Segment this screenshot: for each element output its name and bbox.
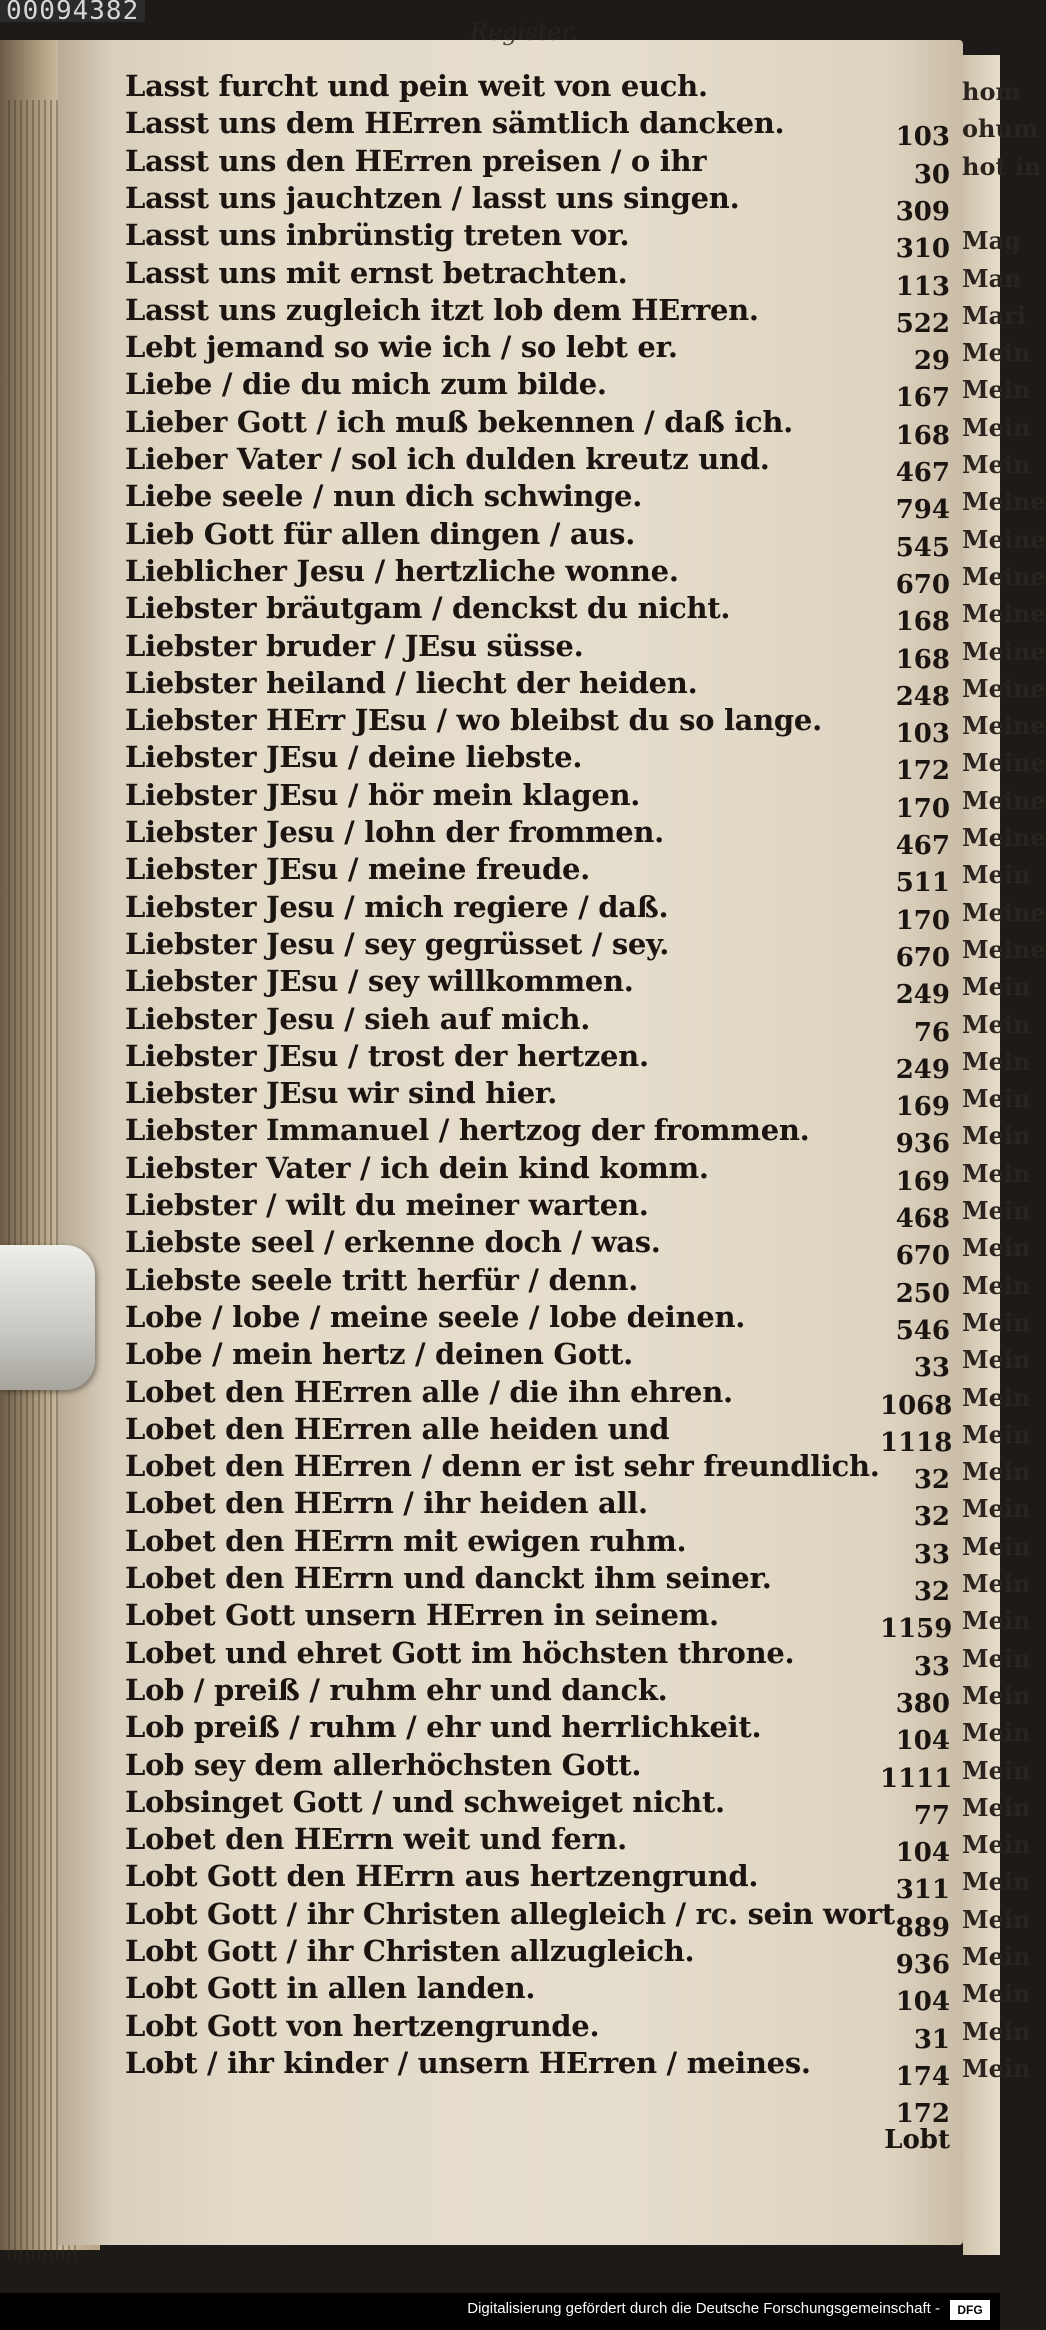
entry-number: 104 [895,1987,950,2018]
facing-page-fragment: Mein [962,1830,1031,1860]
entry-number: 1111 [880,1763,953,1794]
facing-page-fragment: Meine [962,823,1046,852]
entry-title: Lobt Gott den HErrn aus hertzengrund. [125,1859,759,1894]
entry-title: Lobt Gott in allen landen. [125,1971,536,2006]
entry-number: 32 [913,1577,950,1607]
entry-number: 249 [895,980,950,1011]
entry-number: 936 [895,1950,950,1980]
entry-title: Lobe / mein hertz / deinen Gott. [125,1337,633,1372]
facing-page-fragment: Man [962,263,1022,293]
entry-title: Liebste seele tritt herfür / denn. [125,1262,639,1297]
entry-title: Liebster bräutgam / denckst du nicht. [125,591,731,626]
entry-title: Lobet den HErren / denn er ist sehr freundlich. [125,1449,880,1484]
entry-number: 936 [895,1129,950,1160]
entry-title: Liebster JEsu / deine liebste. [125,740,583,775]
facing-page-fragment: Mein [962,412,1031,442]
funding-credit: Digitalisierung gefördert durch die Deutsche Forschungsgemeinschaft - [467,2300,940,2317]
entry-title: Lobet den HErrn mit ewigen ruhm. [125,1523,687,1558]
facing-page-fragment: Meine [962,487,1046,517]
entry-number: 113 [895,271,950,302]
facing-page-fragment: Mein [962,860,1031,890]
entry-number: 170 [895,905,950,936]
entry-title: Liebe seele / nun dich schwinge. [125,479,643,514]
entry-title: Liebster heiland / liecht der heiden. [125,665,698,700]
facing-page-fragment: Mein [962,1531,1031,1561]
entry-title: Liebste seel / erkenne doch / was. [125,1225,661,1260]
entry-title: Lob preiß / ruhm / ehr und herrlichkeit. [125,1710,762,1745]
dfg-logo: DFG [950,2300,990,2320]
facing-page-fragment: Mein [962,1904,1031,1934]
entry-title: Liebster Jesu / mich regiere / daß. [125,889,669,924]
entry-title: Lobt / ihr kinder / unsern HErren / meines. [125,2045,811,2080]
facing-page-fragment: Mein [962,972,1031,1002]
entry-title: Liebster JEsu / trost der hertzen. [125,1038,649,1073]
facing-page-fragment: Mein [962,1382,1031,1412]
running-title: Register. [470,18,578,46]
entry-number: 168 [895,420,950,451]
facing-page-fragment: Mein [962,1680,1031,1710]
facing-page-fragment: Meine [962,785,1046,815]
entry-title: Lobe / lobe / meine seele / lobe deinen. [125,1299,746,1334]
facing-page-fragment: Mein [962,338,1031,368]
entry-number: 1159 [880,1614,953,1645]
image-id-label: 00094382 [0,0,145,22]
entry-number: 33 [913,1539,950,1570]
entry-title: Liebster Jesu / lohn der frommen. [125,815,664,849]
entry-number: 1068 [880,1390,953,1421]
entry-title: Lebt jemand so wie ich / so lebt er. [125,330,678,365]
entry-number: 31 [913,2024,950,2055]
entry-number: 546 [895,1315,950,1346]
entry-number: 309 [895,196,950,227]
entry-number: 168 [895,644,950,675]
facing-page-fragment: hom [962,77,1021,106]
entry-number: 670 [895,1241,950,1272]
entry-title: Lobt Gott / ihr Christen allzugleich. [125,1934,695,1968]
entry-number: 32 [913,1465,950,1496]
entry-number: 311 [895,1875,950,1906]
entry-number: 168 [895,607,950,638]
entry-number: 33 [913,1651,950,1682]
entry-number: 167 [895,383,950,414]
facing-page-fragment: Mein [962,1606,1031,1636]
entry-title: Liebster / wilt du meiner warten. [125,1188,649,1222]
entry-number: 380 [895,1688,950,1719]
facing-page-fragment: Mein [962,1270,1031,1300]
facing-page-fragment: Meine [962,599,1046,629]
entry-title: Lobet den HErrn und danckt ihm seiner. [125,1561,772,1595]
facing-page-fragment: Mein [962,1121,1031,1151]
entry-number: 545 [895,532,950,563]
entry-title: Liebster JEsu wir sind hier. [125,1076,558,1111]
entry-number: 889 [895,1912,950,1943]
entry-number: 248 [895,681,950,712]
entry-title: Liebster Jesu / sieh auf mich. [125,1001,591,1036]
entry-number: 468 [895,1204,950,1234]
facing-page-fragment: Mein [962,375,1031,405]
entry-number: 103 [895,122,950,153]
entry-number: 77 [913,1800,950,1831]
entry-title: Liebster HErr JEsu / wo bleibst du so lange. [125,703,822,738]
facing-page-fragment: ohum [962,114,1039,144]
entry-title: Lobt Gott / ihr Christen allegleich / rc. sein wort. [125,1896,905,1931]
entry-title: Lob / preiß / ruhm ehr und danck. [125,1672,668,1707]
facing-page-fragment: Meine [962,636,1046,666]
facing-page-fragment: Mein [962,1196,1031,1225]
facing-page-fragment: Mein [962,2053,1031,2083]
entry-title: Liebster bruder / JEsu süsse. [125,628,584,663]
facing-page-fragment: Mein [962,1307,1031,1337]
facing-page-fragment: Mein [962,1084,1031,1114]
entry-number: 1118 [880,1427,953,1458]
facing-page-fragment: Mein [962,1494,1031,1524]
entry-title: Lobt Gott von hertzengrunde. [125,2008,600,2043]
entry-title: Lasst uns inbrünstig treten vor. [125,218,630,253]
facing-page-fragment: Mag [962,226,1021,256]
entry-number: 670 [895,942,950,973]
facing-page-fragment: Mein [962,1457,1031,1487]
facing-page-fragment: Mein [962,450,1031,479]
facing-page-fragment: Meine [962,673,1046,703]
entry-number: 32 [913,1502,950,1533]
entry-title: Lobet den HErren alle / die ihn ehren. [125,1374,733,1409]
entry-title: Lobet den HErren alle heiden und [125,1411,670,1446]
catchword: Lobt [884,2124,950,2155]
entry-number: 76 [913,1017,950,1048]
facing-page-fragment: Mein [962,1009,1031,1039]
entry-title: Lasst uns zugleich itzt lob dem HErren. [125,292,759,327]
facing-page-fragment: hot in [962,151,1042,181]
facing-page-fragment: Mein [962,1419,1031,1449]
entry-number: 670 [895,569,950,600]
entry-number: 249 [895,1054,950,1085]
entry-number: 467 [895,831,950,861]
facing-page-fragment: Meine [962,524,1046,554]
entry-title: Liebster JEsu / hör mein klagen. [125,777,641,812]
facing-page-fragment: Mein [962,1867,1031,1897]
entry-title: Lieber Vater / sol ich dulden kreutz und. [125,442,770,476]
entry-title: Lieber Gott / ich muß bekennen / daß ich. [125,404,793,439]
entry-number: 174 [895,2061,950,2092]
facing-page-fragment: Mein [962,1942,1031,1971]
facing-page-fragment: Meine [962,561,1046,591]
facing-page-fragment: Mein [962,1979,1031,2009]
entry-number: 103 [895,719,950,750]
entry-title: Lobet Gott unsern HErren in seinem. [125,1598,719,1633]
entry-number: 29 [913,346,950,377]
facing-page-fragment: Mein [962,2016,1031,2046]
facing-page-fragment: Mein [962,1233,1031,1263]
entry-number: 522 [895,308,950,339]
facing-page-fragment: Mein [962,1158,1031,1188]
entry-title: Lob sey dem allerhöchsten Gott. [125,1747,642,1782]
entry-number: 169 [895,1092,950,1123]
facing-page-fragment: Meine [962,748,1046,778]
entry-number: 170 [895,793,950,824]
entry-title: Lasst uns mit ernst betrachten. [125,255,628,290]
book-clip [0,1245,95,1390]
entry-title: Liebster Vater / ich dein kind komm. [125,1150,709,1185]
entry-number: 310 [895,234,950,265]
entry-number: 33 [913,1353,950,1384]
entry-number: 794 [895,495,950,526]
facing-page-fragment: Meine [962,897,1046,927]
entry-title: Lieblicher Jesu / hertzliche wonne. [125,553,679,588]
entry-number: 172 [895,756,950,787]
entry-title: Lieb Gott für allen dingen / aus. [125,516,635,551]
entry-title: Liebster JEsu / meine freude. [125,852,590,887]
facing-page-fragment: Mein [962,1792,1031,1822]
entry-title: Lobsinget Gott / und schweiget nicht. [125,1784,725,1819]
entry-title: Lobet den HErrn / ihr heiden all. [125,1486,648,1521]
facing-page-fragment: Meine [962,934,1046,964]
entry-title: Lobet den HErrn weit und fern. [125,1822,627,1857]
facing-page-fragment: Mein [962,1718,1031,1748]
entry-number: 30 [913,159,950,190]
entry-title: Lasst furcht und pein weit von euch. [125,69,708,103]
facing-page-fragment: Meine [962,711,1046,741]
entry-title: Liebe / die du mich zum bilde. [125,367,607,402]
entry-title: Lasst uns jauchtzen / lasst uns singen. [125,180,740,215]
entry-title: Lasst uns den HErren preisen / o ihr [125,143,707,178]
entry-number: 104 [895,1838,950,1869]
facing-page-fragment: Mein [962,1569,1031,1598]
entry-number: 467 [895,458,950,488]
entry-number: 250 [895,1278,950,1309]
entry-title: Liebster JEsu / sey willkommen. [125,964,634,999]
entry-number: 511 [895,868,950,899]
facing-page-fragment: Mein [962,1643,1031,1673]
facing-page-fragment: Mein [962,1345,1031,1375]
facing-page-fragment: Mari [962,300,1026,330]
entry-title: Liebster Immanuel / hertzog der frommen. [125,1113,810,1148]
entry-title: Lobet und ehret Gott im höchsten throne. [125,1635,795,1670]
facing-page-fragment: Mein [962,1046,1031,1076]
entry-title: Lasst uns dem HErren sämtlich dancken. [125,106,785,141]
entry-number: 169 [895,1166,950,1197]
entry-number: 104 [895,1726,950,1757]
entry-title: Liebster Jesu / sey gegrüsset / sey. [125,926,670,961]
facing-page-fragment: Mein [962,1755,1031,1785]
entry-number: 172 [895,2099,950,2130]
